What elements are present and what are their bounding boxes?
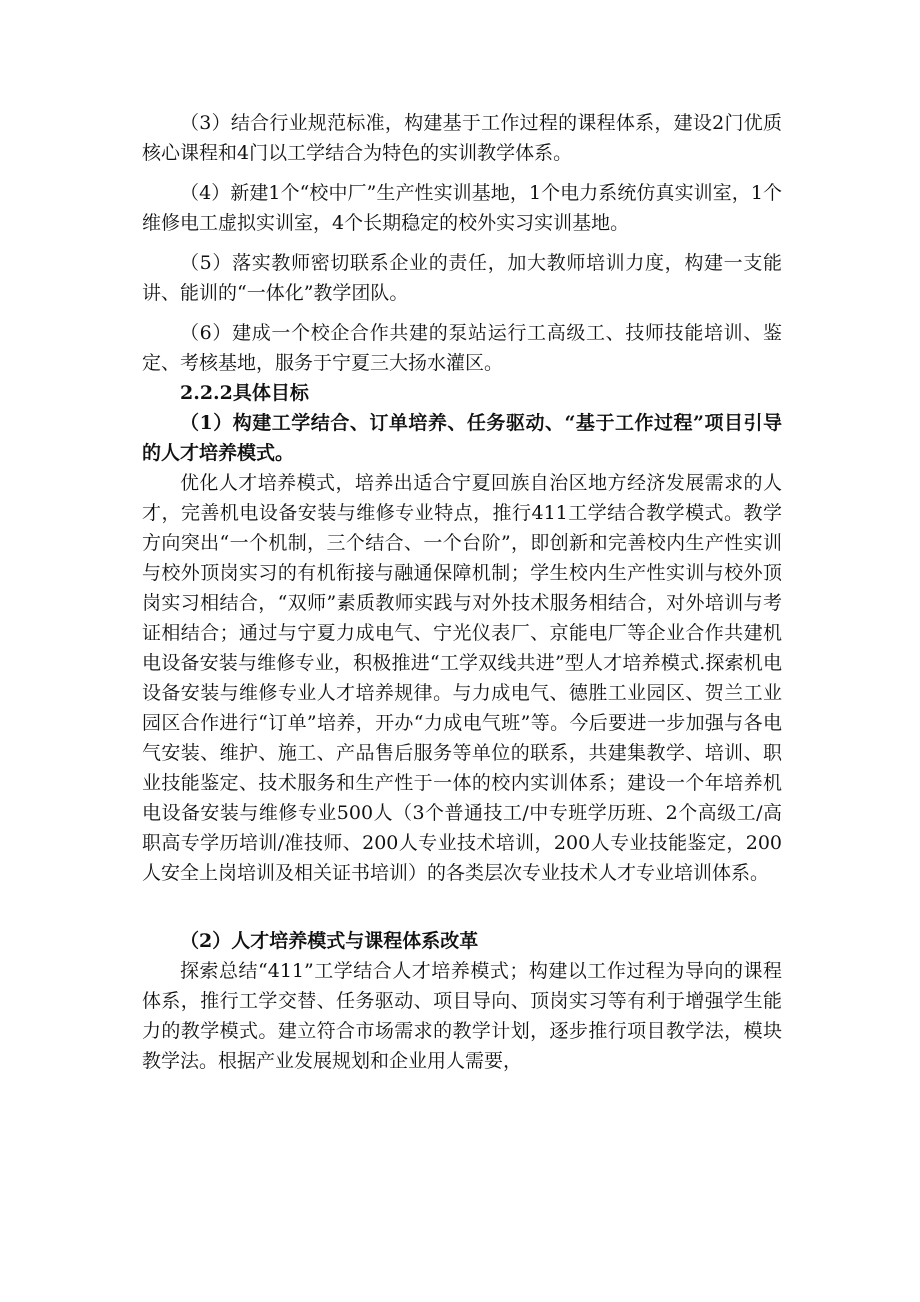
paragraph-4: （4）新建1个“校中厂”生产性实训基地，1个电力系统仿真实训室，1个维修电工虚拟实训室，4个长期稳定的校外实习实训基地。 (142, 182, 782, 234)
paragraph-6: （6）建成一个校企合作共建的泵站运行工高级工、技师技能培训、鉴定、考核基地，服务于宁夏三大扬水灌区。 (142, 322, 782, 374)
goal1-body: 优化人才培养模式，培养出适合宁夏回族自治区地方经济发展需求的人才，完善机电设备安装与维修专业特点，推行411工学结合教学模式。教学方向突出“一个机制，三个结合、一个台阶”，即创新和完善校内生产性实训与校外顶岗实习的有机衔接与融通保障机制；学生校内生产性实训与校外顶岗实习相结合，“双师”素质教师实践与对外技术服务相结合，对外培训与考证相结合；通过与宁夏力成电气、宁光仪表厂、京能电厂等企业合作共建机电设备安装与维修专业，积极推进“工学双线共进”型人才培养模式.探索机电设备安装与维修专业人才培养规律。与力成电气、德胜工业园区、贺兰工业园区合作进行“订单”培养，开办“力成电气班”等。今后要进一步加强与各电气安装、维护、施工、产品售后服务等单位的联系，共建集教学、培训、职业技能鉴定、技术服务和生产性于一体的校内实训体系；建设一个年培养机电设备安装与维修专业500人（3个普通技工/中专班学历班、2个高级工/高职高专学历培训/准技师、200人专业技术培训，200人专业技能鉴定，200人安全上岗培训及相关证书培训）的各类层次专业技术人才专业培训体系。 (142, 472, 782, 884)
goal1-heading: （1）构建工学结合、订单培养、任务驱动、“基于工作过程”项目引导的人才培养模式。 (142, 412, 782, 464)
paragraph-3: （3）结合行业规范标准，构建基于工作过程的课程体系，建设2门优质核心课程和4门以工学结合为特色的实训教学体系。 (142, 112, 782, 164)
document-page (142, 108, 782, 1076)
section-heading: 2.2.2具体目标 (180, 382, 309, 404)
paragraph-5: （5）落实教师密切联系企业的责任，加大教师培训力度，构建一支能讲、能训的“一体化”教学团队。 (142, 252, 782, 304)
goal2-heading: （2）人才培养模式与课程体系改革 (180, 930, 479, 952)
blank-line (142, 888, 782, 926)
goal2-body: 探索总结“411”工学结合人才培养模式；构建以工作过程为导向的课程体系，推行工学交替、任务驱动、项目导向、顶岗实习等有利于增强学生能力的教学模式。建立符合市场需求的教学计划，逐步推行项目教学法，模块教学法。根据产业发展规划和企业用人需要， (142, 960, 782, 1072)
